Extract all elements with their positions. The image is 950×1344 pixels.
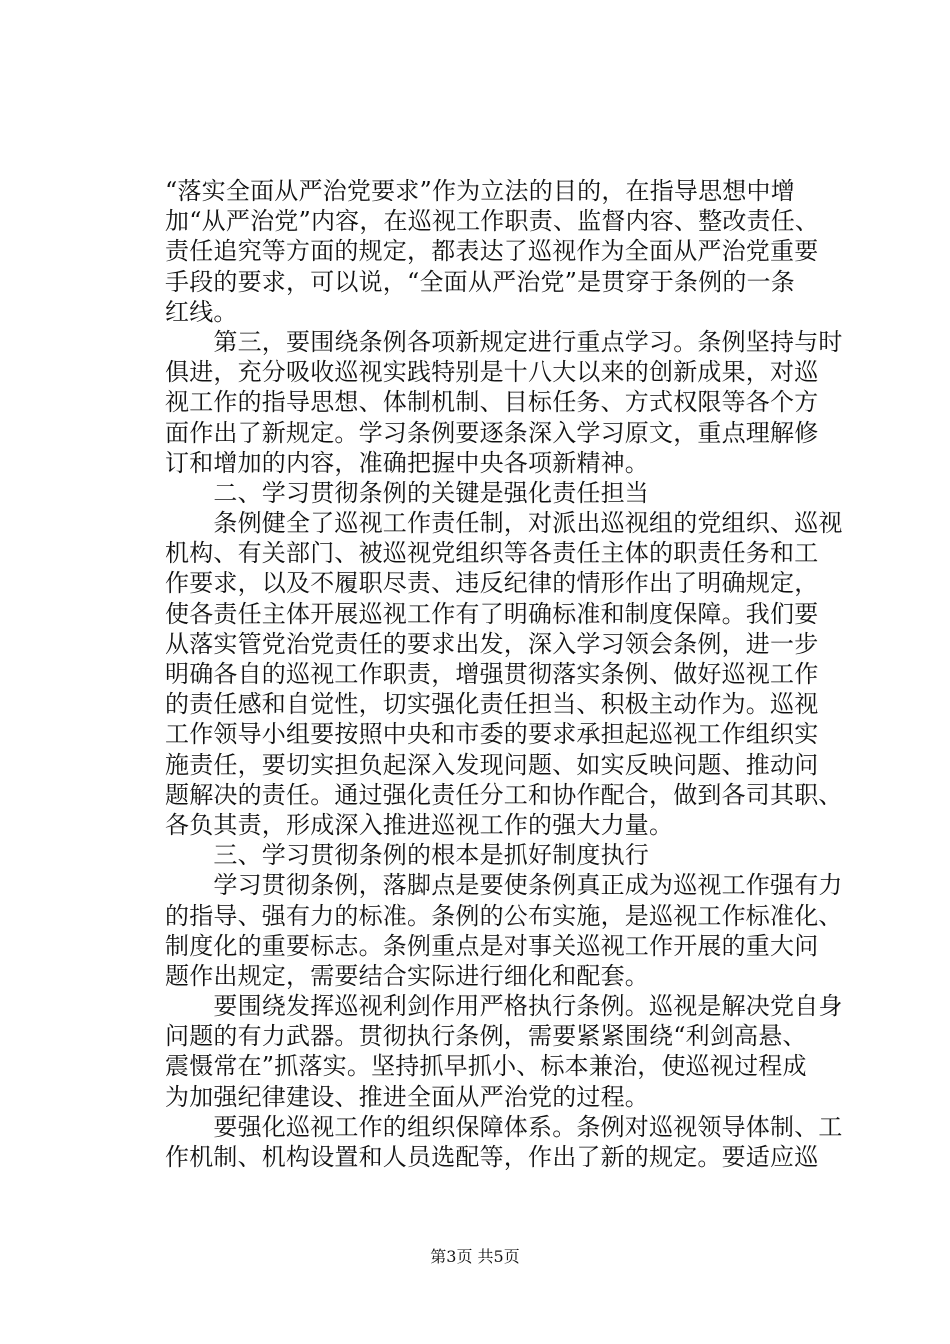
text-line: 机构、有关部门、被巡视党组织等各责任主体的职责任务和工: [165, 539, 819, 568]
text-line: 题解决的责任。通过强化责任分工和协作配合，做到各司其职、: [165, 780, 843, 809]
text-line: 红线。: [165, 297, 238, 326]
text-line: 面作出了新规定。学习条例要逐条深入学习原文，重点理解修: [165, 418, 819, 447]
paragraph: [165, 840, 865, 870]
text-line: 明确各自的巡视工作职责，增强贯彻落实条例、做好巡视工作: [165, 660, 819, 688]
text-line: 的责任感和自觉性，切实强化责任担当、积极主动作为。巡视: [165, 690, 819, 719]
text-line: 条例健全了巡视工作责任制，对派出巡视组的党组织、巡视: [165, 509, 843, 538]
text-line: 作机制、机构设置和人员选配等，作出了新的规定。要适应巡: [165, 1143, 819, 1171]
text-line: 三、学习贯彻条例的根本是抓好制度执行: [165, 841, 649, 870]
text-line: 题作出规定，需要结合实际进行细化和配套。: [165, 961, 649, 990]
text-line: 工作领导小组要按照中央和市委的要求承担起巡视工作组织实: [165, 720, 819, 749]
paragraph: [165, 327, 865, 478]
text-line: 要围绕发挥巡视利剑作用严格执行条例。巡视是解决党自身: [165, 992, 843, 1021]
document-body: [165, 176, 865, 1172]
text-line: 订和增加的内容，准确把握中央各项新精神。: [165, 448, 649, 477]
text-line: 学习贯彻条例，落脚点是要使条例真正成为巡视工作强有力: [165, 871, 843, 900]
text-line: 手段的要求，可以说，“全面从严治党”是贯穿于条例的一条: [165, 267, 795, 296]
text-line: 二、学习贯彻条例的关键是强化责任担当: [165, 478, 649, 507]
paragraph: [165, 478, 865, 508]
text-line: 要强化巡视工作的组织保障体系。条例对巡视领导体制、工: [165, 1112, 843, 1141]
text-line: 责任追究等方面的规定，都表达了巡视作为全面从严治党重要: [165, 237, 819, 266]
paragraph: [165, 508, 865, 840]
text-line: 第三，要围绕条例各项新规定进行重点学习。条例坚持与时: [165, 327, 843, 356]
text-line: 视工作的指导思想、体制机制、目标任务、方式权限等各个方: [165, 388, 819, 417]
text-line: 俱进，充分吸收巡视实践特别是十八大以来的创新成果，对巡: [165, 358, 819, 387]
paragraph: [165, 991, 865, 1112]
text-line: 为加强纪律建设、推进全面从严治党的过程。: [165, 1082, 649, 1111]
paragraph: [165, 176, 865, 327]
text-line: 使各责任主体开展巡视工作有了明确标准和制度保障。我们要: [165, 599, 819, 628]
text-line: 加“从严治党”内容，在巡视工作职责、监督内容、整改责任、: [165, 207, 820, 236]
page-footer: 第3页 共5页: [430, 1247, 520, 1266]
text-line: 施责任，要切实担负起深入发现问题、如实反映问题、推动问: [165, 750, 819, 779]
text-line: 作要求，以及不履职尽责、违反纪律的情形作出了明确规定，: [165, 569, 819, 598]
text-line: 从落实管党治党责任的要求出发，深入学习领会条例，进一步: [165, 629, 819, 658]
text-line: 的指导、强有力的标准。条例的公布实施，是巡视工作标准化、: [165, 901, 843, 930]
paragraph: [165, 1112, 865, 1172]
text-line: 问题的有力武器。贯彻执行条例，需要紧紧围绕“利剑高悬、: [165, 1022, 807, 1051]
text-line: 制度化的重要标志。条例重点是对事关巡视工作开展的重大问: [165, 931, 819, 960]
text-line: 各负其责，形成深入推进巡视工作的强大力量。: [165, 810, 674, 839]
text-line: “落实全面从严治党要求”作为立法的目的，在指导思想中增: [165, 177, 795, 205]
text-line: 震慑常在”抓落实。坚持抓早抓小、标本兼治，使巡视过程成: [165, 1052, 807, 1081]
paragraph: [165, 870, 865, 991]
